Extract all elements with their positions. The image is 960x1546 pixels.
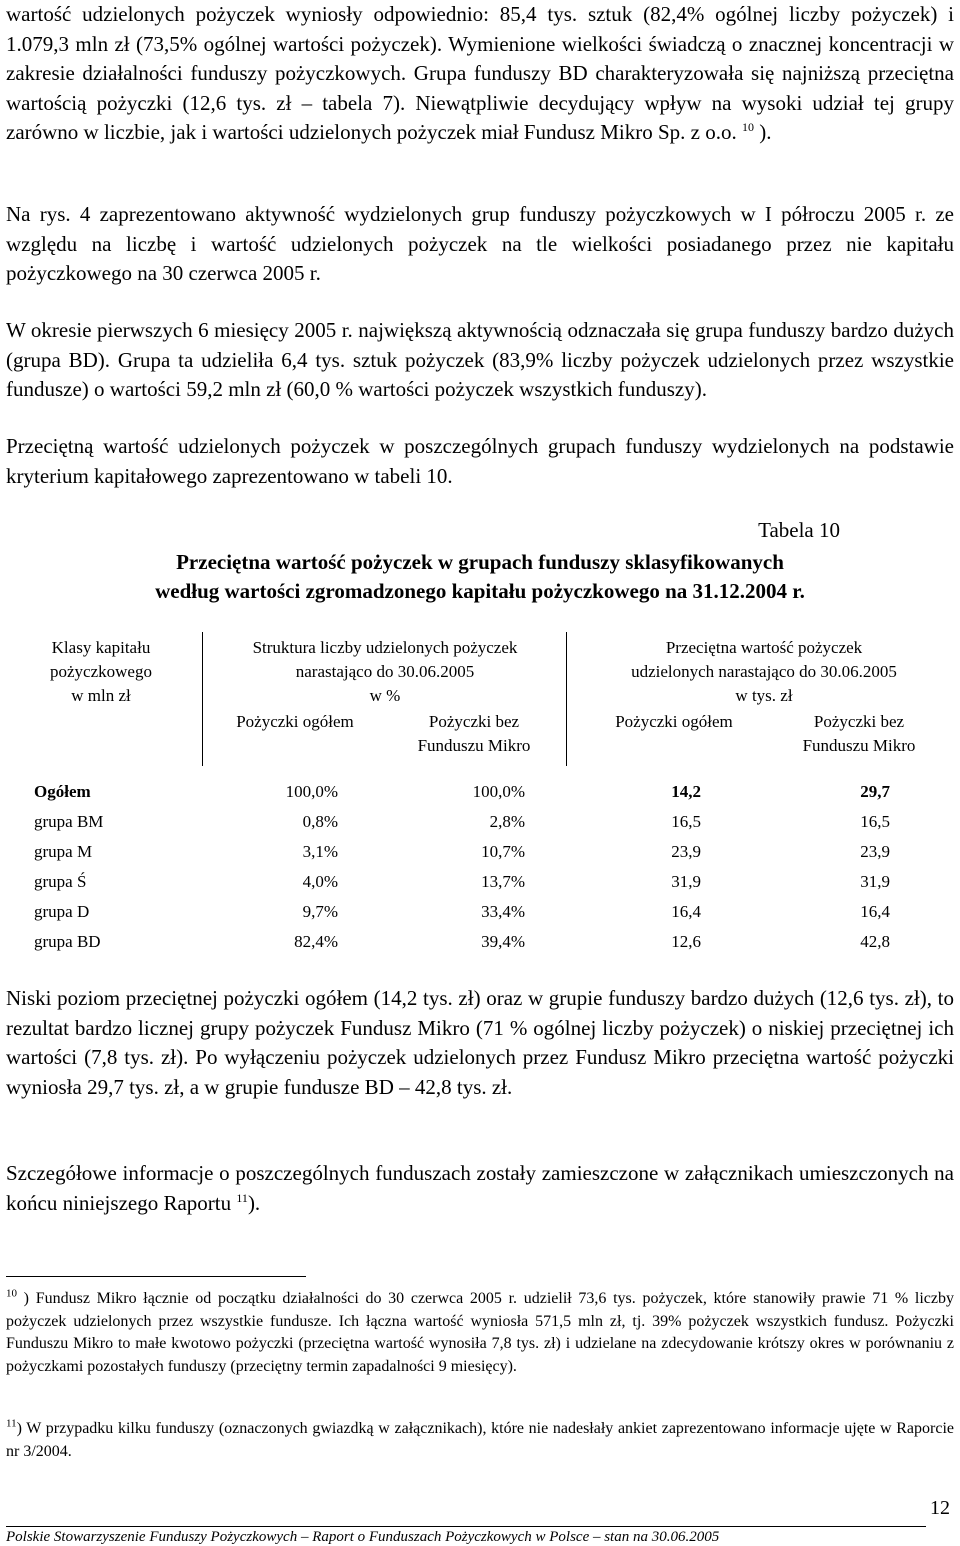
header-text: Pożyczki bez <box>428 712 520 731</box>
footnote-number: 11 <box>6 1417 17 1430</box>
subheader-excl-mikro-avg <box>764 710 954 758</box>
table-label: Tabela 10 <box>758 518 840 542</box>
cell-struct-excl: 2,8% <box>489 812 525 831</box>
header-text: w tys. zł <box>735 686 793 705</box>
header-average-value <box>574 636 954 708</box>
row-label-m: grupa M <box>34 842 93 861</box>
paragraph-first-half: W okresie pierwszych 6 miesięcy 2005 r. największą aktywnością odznaczała się grupa funduszy bardzo dużych (grupa BD). Grupa ta udzieliła 6,4 tys. sztuk pożyczek (83,9% liczby pożyczek udzielonych przez wszystkie fundusze) o wartości 59,2 mln zł (60,0 % wartości pożyczek wszystkich funduszy). <box>6 318 954 401</box>
cell-avg-excl: 31,9 <box>860 872 890 891</box>
row-label-d: grupa D <box>34 902 90 921</box>
footnote-number: 10 <box>6 1287 17 1300</box>
cell-avg-total: 14,2 <box>671 782 701 801</box>
table-title-line1: Przeciętna wartość pożyczek w grupach funduszy sklasyfikowanych <box>176 550 784 574</box>
cell-struct-total: 100,0% <box>285 782 338 801</box>
paragraph-table-intro: Przeciętną wartość udzielonych pożyczek w poszczególnych grupach funduszy wydzielonych na podstawie kryterium kapitałowego zaprezentowano w tabeli 10. <box>6 434 954 488</box>
paragraph-concentration-end: ). <box>753 120 772 144</box>
cell-struct-excl: 33,4% <box>481 902 525 921</box>
cell-struct-total: 82,4% <box>294 932 338 951</box>
cell-struct-excl: 10,7% <box>481 842 525 861</box>
cell-avg-excl: 29,7 <box>860 782 890 801</box>
footnote-10 <box>6 1288 954 1378</box>
header-text: Pożyczki bez <box>813 712 905 731</box>
row-label-s: grupa Ś <box>34 872 87 891</box>
cell-struct-total: 4,0% <box>302 872 338 891</box>
header-text: w mln zł <box>71 686 131 705</box>
row-label-bm: grupa BM <box>34 812 104 831</box>
table-title-line2: według wartości zgromadzonego kapitału pożyczkowego na 31.12.2004 r. <box>155 579 805 603</box>
table-divider <box>202 632 203 766</box>
footnote-11 <box>6 1418 954 1463</box>
page-footer: Polskie Stowarzyszenie Funduszy Pożyczkowych – Raport o Funduszach Pożyczkowych w Polsce – stan na 30.06.2005 <box>6 1529 720 1545</box>
cell-avg-total: 16,5 <box>671 812 701 831</box>
cell-avg-total: 12,6 <box>671 932 701 951</box>
header-text: Klasy kapitału <box>51 638 151 657</box>
header-text: narastająco do 30.06.2005 <box>295 662 475 681</box>
header-text: Funduszu Mikro <box>802 736 916 755</box>
header-text: w % <box>369 686 401 705</box>
cell-struct-total: 3,1% <box>302 842 338 861</box>
header-text: Struktura liczby udzielonych pożyczek <box>252 638 518 657</box>
header-text: Funduszu Mikro <box>417 736 531 755</box>
paragraph-figure-4: Na rys. 4 zaprezentowano aktywność wydzielonych grup funduszy pożyczkowych w I półroczu 2005 r. ze względu na liczbę i wartość udzielonych pożyczek na tle wielkości posiadanego przez nie kapitału pożyczkowego na 30 czerwca 2005 r. <box>6 202 954 285</box>
cell-avg-total: 31,9 <box>671 872 701 891</box>
row-label-bd: grupa BD <box>34 932 101 951</box>
paragraph-concentration-text: wartość udzielonych pożyczek wyniosły odpowiednio: 85,4 tys. sztuk (82,4% ogólnej liczby pożyczek) i 1.079,3 mln zł (73,5% ogólnej wartości pożyczek). Wymienione wielkości świadczą o znacznej koncentracji w zakresie działalności funduszy pożyczkowych. Grupa funduszy BD charakteryzowała się najniższą przeciętna wartością pożyczki (12,6 tys. zł – tabela 7). Niewątpliwie decydujący wpływ na wysoki udział tej grupy zarówno w liczbie, jak i wartości udzielonych pożyczek miał Fundusz Mikro Sp. z o.o. <box>6 2 954 144</box>
footnote-ref-10: 10 <box>741 120 754 134</box>
cell-avg-excl: 16,4 <box>860 902 890 921</box>
paragraph-concentration <box>6 0 954 148</box>
footer-separator <box>6 1526 926 1527</box>
cell-struct-excl: 100,0% <box>472 782 525 801</box>
cell-struct-total: 9,7% <box>302 902 338 921</box>
cell-avg-excl: 16,5 <box>860 812 890 831</box>
paragraph-details <box>6 1159 954 1218</box>
footnote-ref-11: 11 <box>236 1190 248 1205</box>
table-divider <box>566 632 567 766</box>
paragraph-details-text: Szczegółowe informacje o poszczególnych funduszach zostały zamieszczone w załącznikach umieszczonych na końcu niniejszego Raportu <box>6 1161 954 1215</box>
subheader-total-struct: Pożyczki ogółem <box>236 712 354 731</box>
header-capital-class <box>6 636 196 708</box>
cell-avg-total: 23,9 <box>671 842 701 861</box>
footnote-separator <box>6 1276 306 1277</box>
cell-struct-excl: 13,7% <box>481 872 525 891</box>
paragraph-details-end: ). <box>247 1190 261 1215</box>
cell-struct-total: 0,8% <box>302 812 338 831</box>
cell-avg-excl: 23,9 <box>860 842 890 861</box>
subheader-excl-mikro-struct <box>386 710 562 758</box>
footnote-text: ) Fundusz Mikro łącznie od początku działalności do 30 czerwca 2005 r. udzielił 73,6 tys. pożyczek, które stanowiły prawie 71 % liczby pożyczek udzielonych przez wszystkie fundusze. Ich łączna wartość wyniosła 571,5 mln zł, tj. 39% pożyczek wszystkich fundusz. Pożyczki Funduszu Mikro to małe kwotowo pożyczki (przeciętna wartość wynosiła 7,8 tys. zł) i udzielane na zdecydowanie krótszy okres w porównaniu z pożyczkami pozostałych funduszy (przeciętny termin zapadalności 9 miesięcy). <box>6 1290 954 1375</box>
footnote-text: ) W przypadku kilku funduszy (oznaczonych gwiazdką w załącznikach), które nie nadesłały ankiet zaprezentowano informacje ujęte w Raporcie nr 3/2004. <box>6 1420 954 1460</box>
page-number: 12 <box>930 1497 950 1519</box>
header-text: udzielonych narastająco do 30.06.2005 <box>631 662 897 681</box>
header-text: pożyczkowego <box>50 662 152 681</box>
header-loan-structure <box>210 636 560 708</box>
header-text: Przeciętna wartość pożyczek <box>665 638 863 657</box>
subheader-total-avg: Pożyczki ogółem <box>615 712 733 731</box>
cell-struct-excl: 39,4% <box>481 932 525 951</box>
paragraph-conclusion: Niski poziom przeciętnej pożyczki ogółem (14,2 tys. zł) oraz w grupie funduszy bardzo dużych (12,6 tys. zł), to rezultat bardzo licznej grupy pożyczek Fundusz Mikro (71 % ogólnej liczby pożyczek) o niskiej przeciętnej ich wartości (7,8 tys. zł). Po wyłączeniu pożyczek udzielonych przez Fundusz Mikro przeciętna wartość pożyczki wyniosła 29,7 tys. zł, a w grupie fundusze BD – 42,8 tys. zł. <box>6 986 954 1099</box>
cell-avg-total: 16,4 <box>671 902 701 921</box>
row-label-total: Ogółem <box>34 782 91 801</box>
cell-avg-excl: 42,8 <box>860 932 890 951</box>
